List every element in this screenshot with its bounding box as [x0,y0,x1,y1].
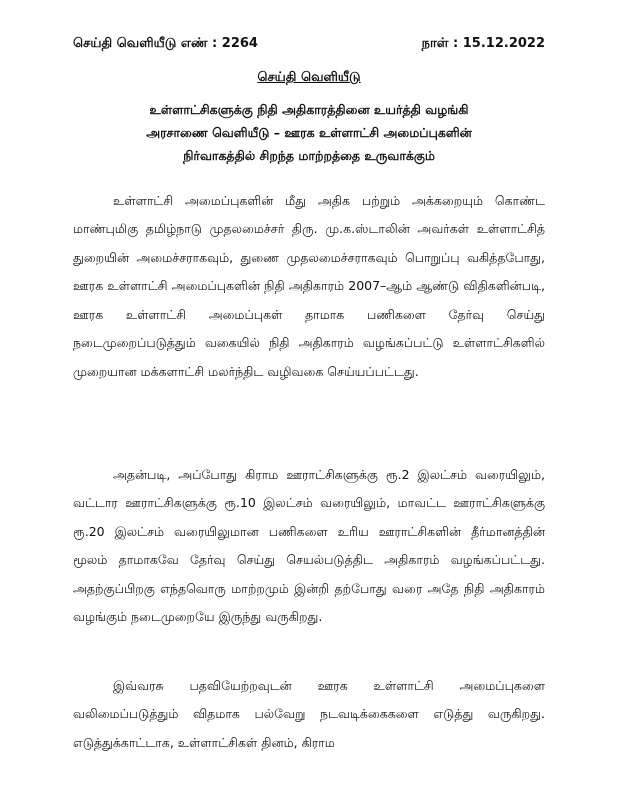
paragraph-2: அதன்படி, அப்போது கிராம ஊராட்சிகளுக்கு ரூ.2 இலட்சம் வரையிலும், வட்டார ஊராட்சிகளுக்கு ரூ.10 இலட்சம் வரையிலும், மாவட்ட ஊராட்சிகளுக்கு ரூ.20 இலட்சம் வரையிலுமான பணிகளை உரிய ஊராட்சிகளின் தீர்மானத்தின் மூலம் தாமாகவே தேர்வு செய்து செயல்படுத்திட அதிகாரம் வழங்கப்பட்டது. அதற்குப்பிறகு எந்தவொரு மாற்றமும் இன்றி தற்போது வரை அதே நிதி அதிகாரம் வழங்கும் நடைமுறையே இருந்து வருகிறது. [73,466,545,625]
document-subtitle: செய்தி வெளியீடு [257,70,361,85]
paragraph-1: உள்ளாட்சி அமைப்புகளின் மீது அதிக பற்றும் அக்கறையும் கொண்ட மாண்புமிகு தமிழ்நாடு முதலமைச்சர் திரு. மு.க.ஸ்டாலின் அவர்கள் உள்ளாட்சித் துறையின் அமைச்சராகவும், துணை முதலமைச்சராகவும் பொறுப்பு வகித்தபோது, ஊரக உள்ளாட்சி அமைப்புகளின் நிதி அதிகாரம் 2007–ஆம் ஆண்டு விதிகளின்படி, ஊரக உள்ளாட்சி அமைப்புகள் தாமாக பணிகளை தேர்வு செய்து நடைமுறைப்படுத்தும் வகையில் நிதி அதிகாரம் வழங்கப்பட்டு உள்ளாட்சிகளில் முறையான மக்களாட்சி மலர்ந்திட வழிவகை செய்யப்பட்டது. [73,192,545,380]
release-number: செய்தி வெளியீடு எண் : 2264 [73,36,258,51]
paragraph-3: இவ்வரசு பதவியேற்றவுடன் ஊரக உள்ளாட்சி அமைப்புகளை வலிமைப்படுத்தும் விதமாக பல்வேறு நடவடிக்கைகளை எடுத்து வருகிறது. எடுத்துக்காட்டாக, உள்ளாட்சிகள் தினம், கிராம [73,677,545,750]
headline-line-2: அரசாணை வெளியீடு – ஊரக உள்ளாட்சி அமைப்புகளின் [146,125,472,140]
release-date: நாள் : 15.12.2022 [421,36,545,51]
headline-line-3: நிர்வாகத்தில் சிறந்த மாற்றத்தை உருவாக்கும் [183,148,435,163]
headline-line-1: உள்ளாட்சிகளுக்கு நிதி அதிகாரத்தினை உயர்த்தி வழங்கி [149,102,469,117]
headline [73,98,545,167]
document-header [73,36,545,56]
